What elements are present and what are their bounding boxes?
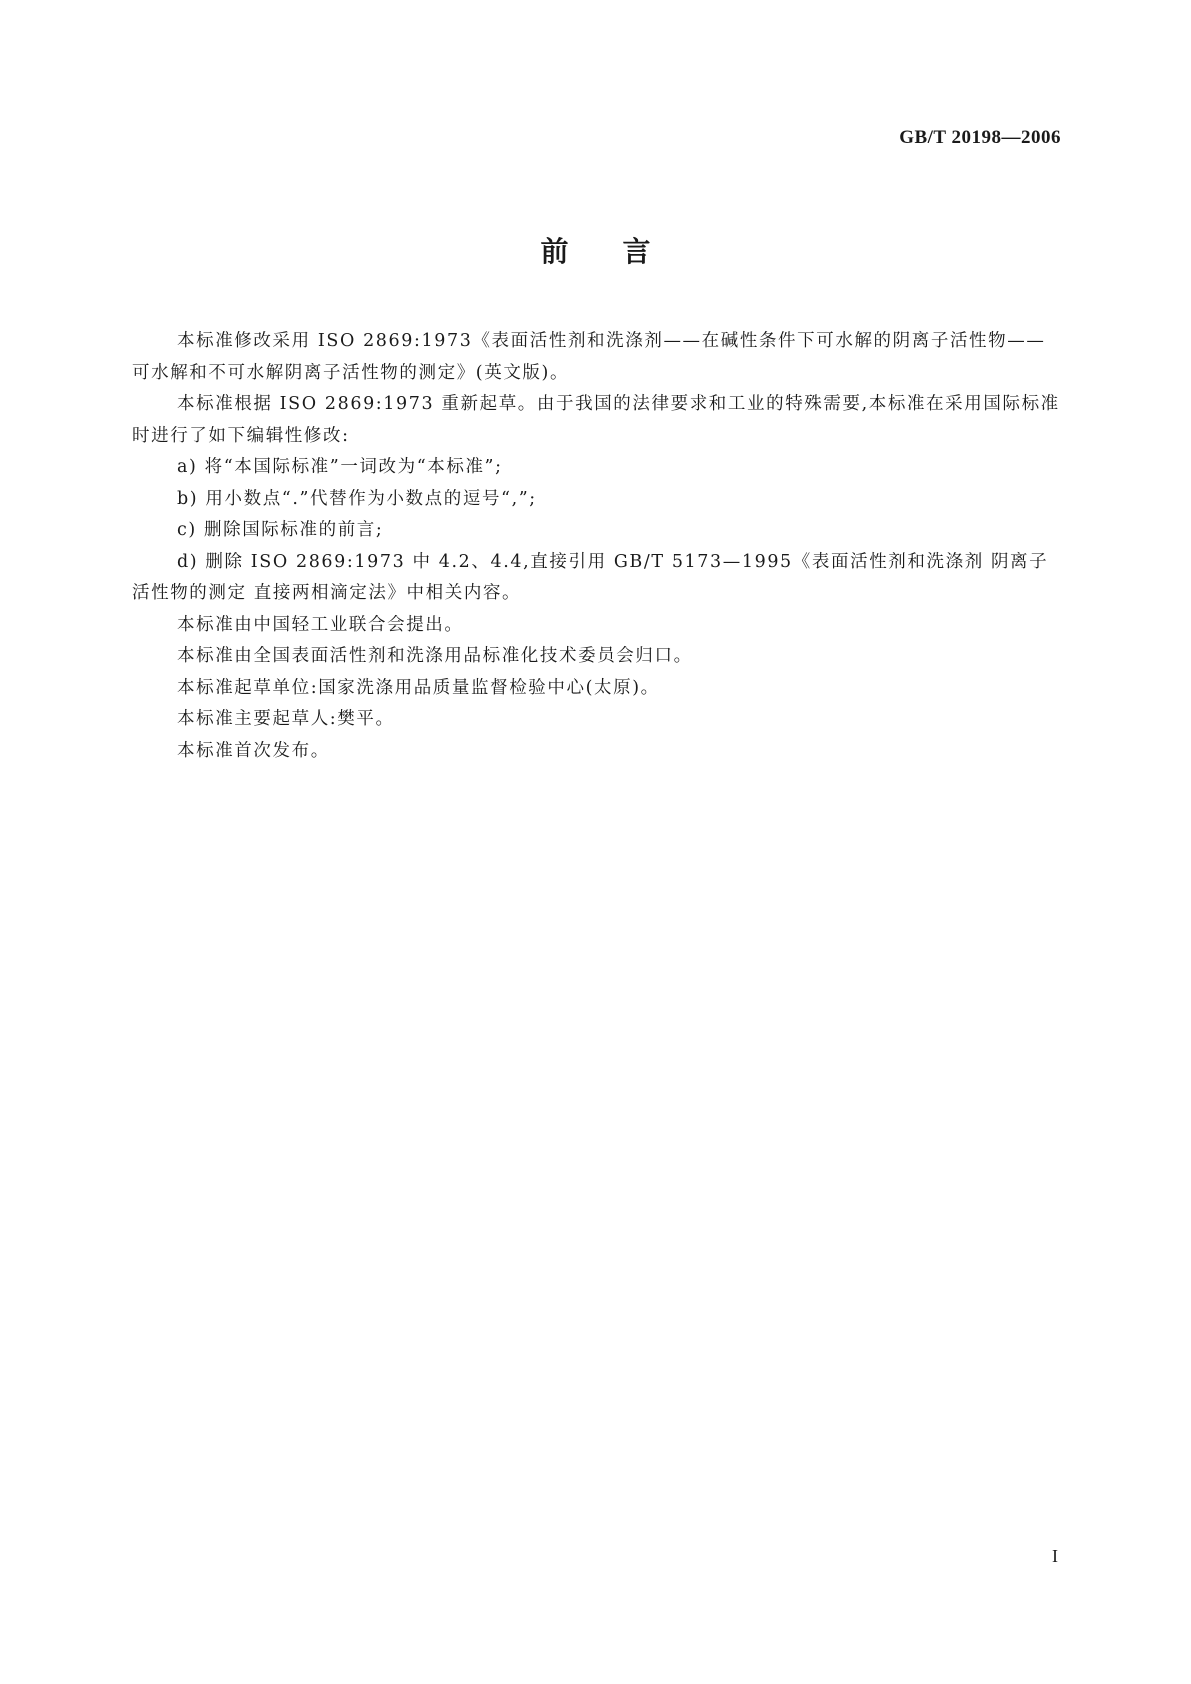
page-number: I: [1052, 1546, 1058, 1566]
paragraph-committee: 本标准由全国表面活性剂和洗涤用品标准化技术委员会归口。: [177, 646, 693, 666]
list-item-c: c) 删除国际标准的前言;: [177, 520, 384, 540]
paragraph-proposer: 本标准由中国轻工业联合会提出。: [177, 614, 464, 635]
foreword-body: [132, 326, 1062, 767]
paragraph-drafting-unit: 本标准起草单位:国家洗涤用品质量监督检验中心(太原)。: [177, 677, 660, 698]
paragraph-adoption: 本标准修改采用 ISO 2869:1973《表面活性剂和洗涤剂——在碱性条件下可水解的阴离子活性物——可水解和不可水解阴离子活性物的测定》(英文版)。: [132, 331, 1046, 383]
page-title: 前言: [540, 235, 705, 268]
list-item-d: d) 删除 ISO 2869:1973 中 4.2、4.4,直接引用 GB/T 5173—1995《表面活性剂和洗涤剂 阴离子活性物的测定 直接两相滴定法》中相关内容。: [132, 551, 1049, 603]
paragraph-redrafting: 本标准根据 ISO 2869:1973 重新起草。由于我国的法律要求和工业的特殊需要,本标准在采用国际标准时进行了如下编辑性修改:: [132, 394, 1060, 446]
standard-code: GB/T 20198—2006: [899, 127, 1061, 148]
paragraph-drafters: 本标准主要起草人:樊平。: [177, 709, 395, 729]
list-item-a: a) 将“本国际标准”一词改为“本标准”;: [177, 457, 503, 477]
list-item-b: b) 用小数点“.”代替作为小数点的逗号“,”;: [177, 488, 537, 509]
paragraph-first-release: 本标准首次发布。: [177, 740, 330, 761]
